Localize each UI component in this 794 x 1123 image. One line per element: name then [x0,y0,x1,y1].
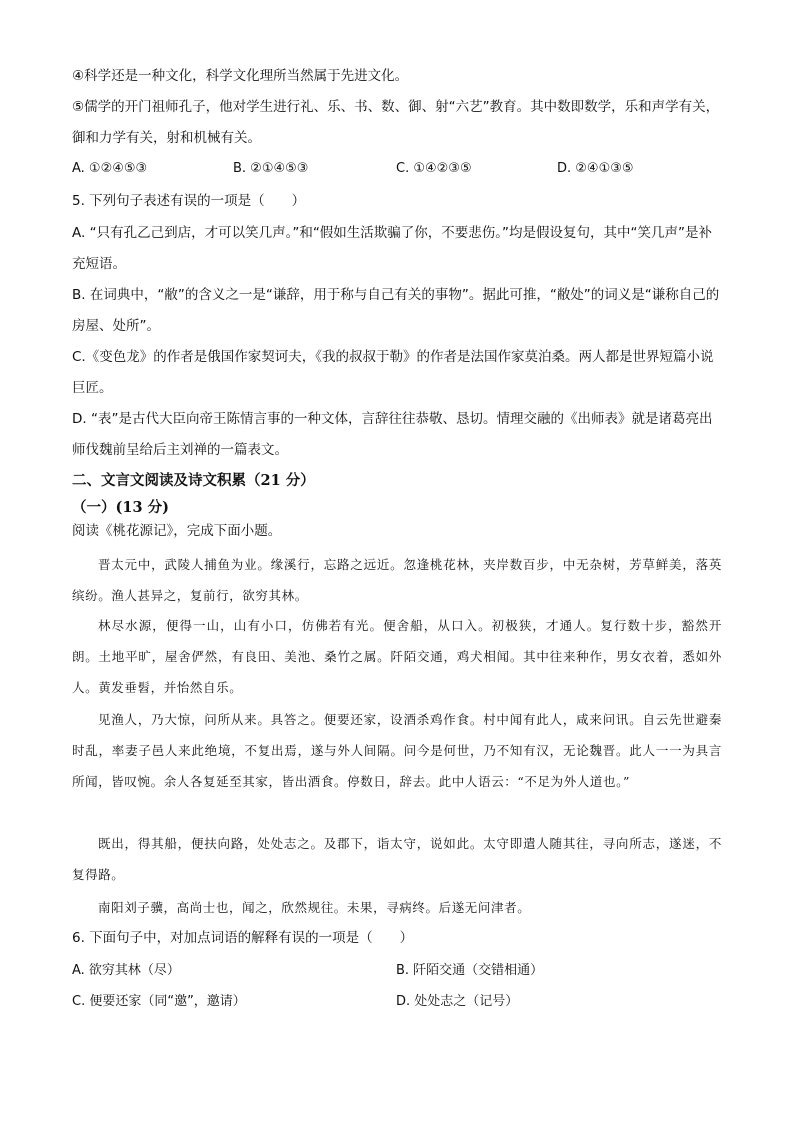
passage-paragraph-1: 晋太元中，武陵人捕鱼为业。缘溪行，忘路之远近。忽逢桃花林，夹岸数百步，中无杂树，芳草鲜美，落英缤纷。渔人甚异之，复前行，欲穷其林。 [72,557,722,603]
passage-paragraph-2: 林尽水源，便得一山，山有小口，仿佛若有光。便舍船，从口入。初极狭，才通人。复行数十步，豁然开朗。土地平旷，屋舍俨然，有良田、美池、桑竹之属。阡陌交通，鸡犬相闻。其中往来种作，男女衣着，悉如外人。黄发垂髫，并怡然自乐。 [72,618,722,695]
passage-paragraph-5: 南阳刘子骥，高尚士也，闻之，欣然规往。未果，寻病终。后遂无问津者。 [98,900,531,915]
reading-intro: 阅读《桃花源记》，完成下面小题。 [72,523,282,539]
q4-option-d: D. ②④①③⑤ [557,161,634,176]
q6-stem: 6. 下面句子中，对加点词语的解释有误的一项是（ ） [72,930,414,946]
section-2-title: 二、文言文阅读及诗文积累（21 分） [72,472,315,489]
q5-stem: 5. 下列句子表述有误的一项是（ ） [72,193,306,209]
passage-paragraph-4: 既出，得其船，便扶向路，处处志之。及郡下，诣太守，说如此。太守即遣人随其往，寻向所志，遂迷，不复得路。 [72,836,722,882]
q5-option-a: A. “只有孔乙己到店，才可以笑几声。”和“假如生活欺骗了你，不要悲伤。”均是假设复句，其中“笑几声”是补充短语。 [72,225,713,272]
q6-option-a: A. 欲穷其林（尽） [72,963,180,978]
q5-option-d: D. “表”是古代大臣向帝王陈情言事的一种文体，言辞往往恭敬、恳切。情理交融的《出师表》就是诸葛亮出师伐魏前呈给后主刘禅的一篇表文。 [72,411,713,458]
q4-option-b: B. ②①④⑤③ [233,161,309,176]
item-4-text: ④科学还是一种文化，科学文化理所当然属于先进文化。 [72,68,409,84]
passage-paragraph-3: 见渔人，乃大惊，问所从来。具答之。便要还家，设酒杀鸡作食。村中闻有此人，咸来问讯。自云先世避秦时乱，率妻子邑人来此绝境，不复出焉，遂与外人间隔。问今是何世，乃不知有汉，无论魏晋。此人一一为具言所闻，皆叹惋。余人各复延至其家，皆出酒食。停数日，辞去。此中人语云：“不足为外人道也。” [72,712,722,789]
q6-option-b: B. 阡陌交通（交错相通） [396,963,544,978]
q6-option-d: D. 处处志之（记号） [396,994,519,1009]
q5-option-c: C.《变色龙》的作者是俄国作家契诃夫，《我的叔叔于勒》的作者是法国作家莫泊桑。两人都是世界短篇小说巨匠。 [72,349,714,396]
q6-option-c: C. 便要还家（同“邀”，邀请） [72,994,246,1009]
section-2-subtitle: （一）(13 分) [72,499,169,516]
q4-option-c: C. ①④②③⑤ [396,161,472,176]
q5-option-b: B. 在词典中，“敝”的含义之一是“谦辞，用于称与自己有关的事物”。据此可推，“敝处”的词义是“谦称自己的房屋、处所”。 [72,287,720,334]
q4-option-a: A. ①②④⑤③ [72,161,148,176]
item-5-text: ⑤儒学的开门祖师孔子，他对学生进行礼、乐、书、数、御、射“六艺”教育。其中数即数学，乐和声学有关，御和力学有关，射和机械有关。 [72,99,720,146]
